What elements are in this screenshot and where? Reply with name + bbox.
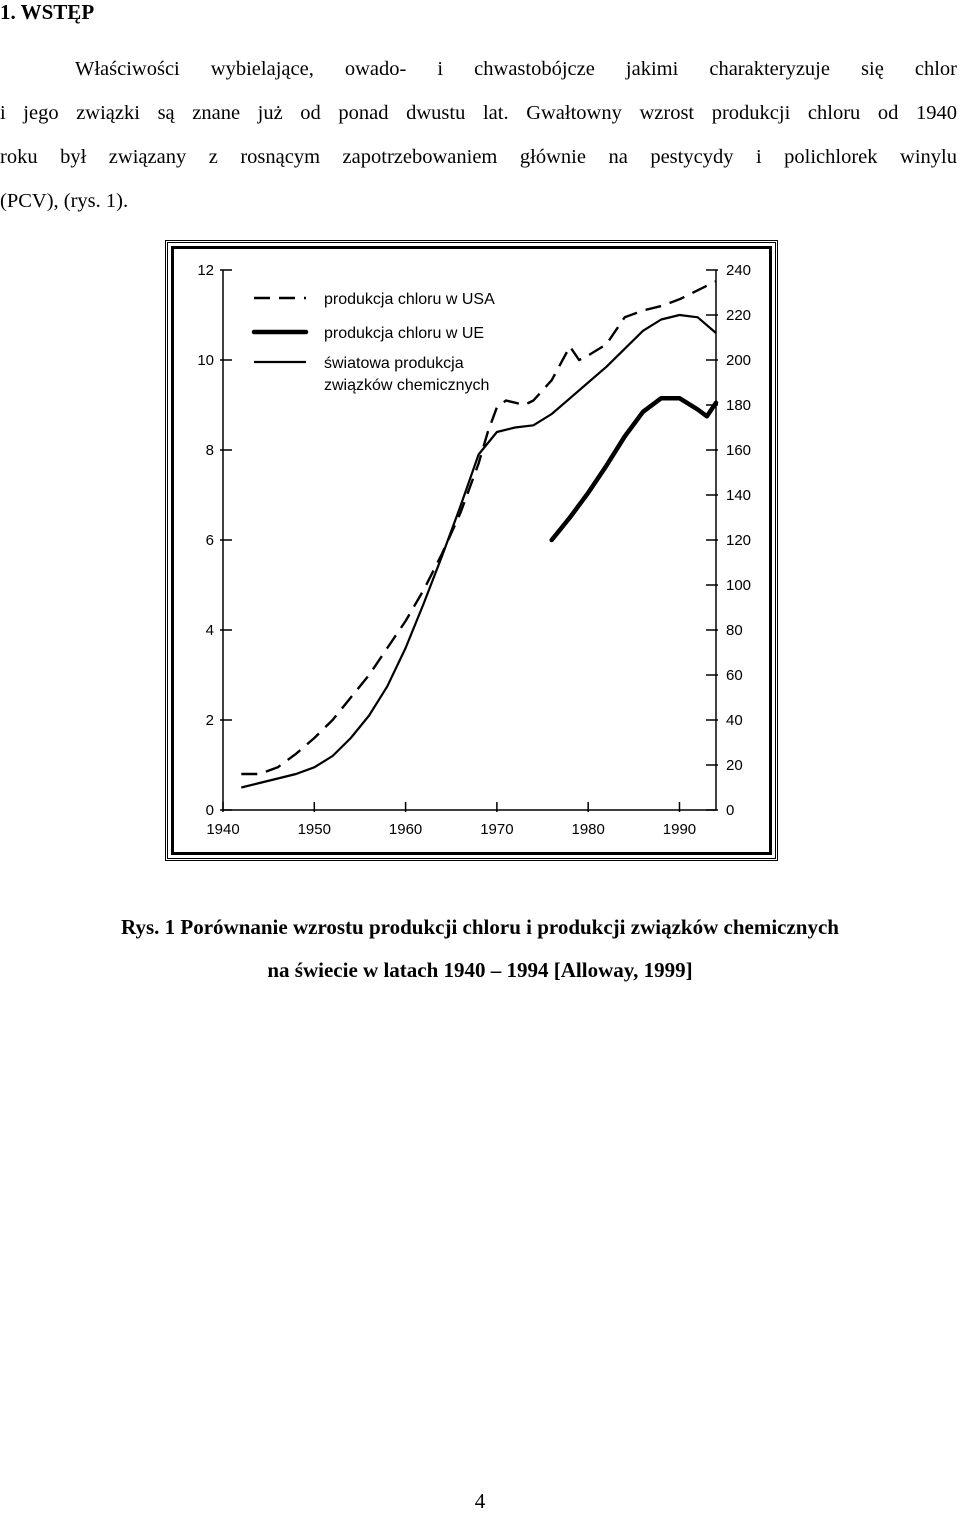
chart-svg xyxy=(174,249,769,852)
x-axis-tick-label: 1950 xyxy=(297,821,331,838)
series-line-1 xyxy=(241,281,716,774)
intro-paragraph xyxy=(0,47,957,223)
right-axis-tick-label: 40 xyxy=(726,712,743,729)
left-axis-tick-label: 6 xyxy=(205,532,214,549)
left-axis-tick-label: 4 xyxy=(205,622,214,639)
left-axis-tick-label: 10 xyxy=(197,352,214,369)
right-axis-tick-label: 60 xyxy=(726,667,743,684)
legend-label-2: produkcja chloru w UE xyxy=(324,325,485,342)
right-axis-tick-label: 140 xyxy=(726,487,752,504)
caption-line-2: na świecie w latach 1940 – 1994 [Alloway, 1999] xyxy=(267,958,693,982)
x-axis-tick-label: 1970 xyxy=(480,821,514,838)
right-axis-tick-label: 80 xyxy=(726,622,743,639)
left-axis-tick-label: 0 xyxy=(205,802,214,819)
paragraph-line-1: Właściwości wybielające, owado- i chwastobójcze jakimi charakteryzuje się chlor xyxy=(75,58,957,80)
right-axis-tick-label: 240 xyxy=(726,262,752,279)
right-axis-tick-label: 120 xyxy=(726,532,752,549)
left-axis-tick-label: 8 xyxy=(205,442,214,459)
page-number: 4 xyxy=(474,1489,486,1513)
chart-frame xyxy=(171,246,772,855)
x-axis-tick-label: 1990 xyxy=(662,821,697,838)
left-axis-tick-label: 2 xyxy=(205,712,214,729)
caption-line-1: Rys. 1 Porównanie wzrostu produkcji chloru i produkcji związków chemicznych xyxy=(121,915,839,939)
paragraph-line-3: roku był związany z rosnącym zapotrzebowaniem głównie na pestycydy i polichlorek winylu xyxy=(0,146,957,168)
right-axis-tick-label: 220 xyxy=(726,307,752,324)
right-axis-tick-label: 0 xyxy=(726,802,735,819)
right-axis-tick-label: 200 xyxy=(726,352,752,369)
paragraph-line-2: i jego związki są znane już od ponad dwustu lat. Gwałtowny wzrost produkcji chloru od 1940 xyxy=(0,102,957,124)
series-line-2 xyxy=(552,398,716,540)
x-axis-tick-label: 1960 xyxy=(388,821,423,838)
right-axis-tick-label: 100 xyxy=(726,577,752,594)
chart-figure xyxy=(165,240,778,861)
left-axis-tick-label: 12 xyxy=(197,262,214,279)
section-heading: 1. WSTĘP xyxy=(0,0,95,24)
figure-caption xyxy=(0,906,960,992)
legend-label-3-line-1: światowa produkcja xyxy=(324,355,464,372)
x-axis-tick-label: 1980 xyxy=(571,821,605,838)
paragraph-line-4: (PCV), (rys. 1). xyxy=(0,190,129,212)
right-axis-tick-label: 20 xyxy=(726,757,743,774)
legend-label-1: produkcja chloru w USA xyxy=(324,291,495,308)
right-axis-tick-label: 160 xyxy=(726,442,752,459)
x-axis-tick-label: 1940 xyxy=(206,821,240,838)
legend-label-3-line-2: związków chemicznych xyxy=(324,377,490,394)
right-axis-tick-label: 180 xyxy=(726,397,752,414)
